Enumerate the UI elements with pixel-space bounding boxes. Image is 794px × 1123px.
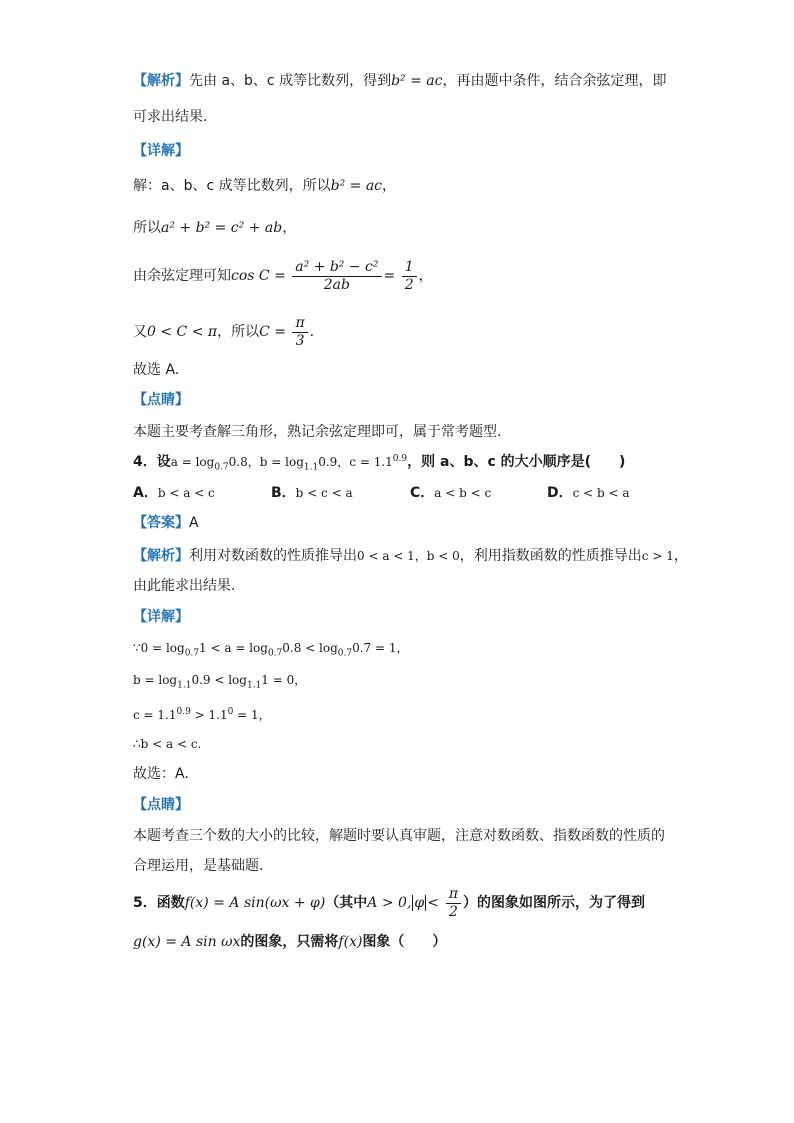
q4-jiexi-line2: 由此能求出结果. [133, 578, 236, 594]
option-d[interactable] [547, 484, 630, 502]
jiexi-tag: 【解析】 [133, 73, 189, 89]
denominator: 2 [404, 276, 414, 293]
step-text: 0.8 < log [282, 641, 338, 655]
option-label: B． [271, 485, 296, 501]
denominator: 3 [295, 332, 305, 349]
q5-stem-line1 [133, 885, 645, 921]
detail-text: ，所以 [217, 324, 260, 340]
step-text: b = log [133, 673, 178, 687]
log-base: 0.7 [184, 648, 200, 659]
q5-fx: f(x) [338, 934, 363, 950]
q4-a-arg: 0.8， [228, 455, 260, 469]
q4-step4: ∴b < a < c. [133, 737, 202, 751]
q4-a-def [170, 455, 260, 473]
formula: cos C = [231, 268, 286, 284]
option-text: a < b < c [434, 486, 492, 500]
half-fraction [402, 259, 417, 294]
formula: 0 < a < 1，b < 0 [357, 549, 460, 563]
punct: ， [673, 548, 688, 564]
q5-function: f(x) = A sin(ωx + φ) [184, 895, 326, 911]
cosine-fraction [292, 259, 381, 294]
q4-step2 [133, 671, 306, 689]
detail-text: 所以 [133, 220, 161, 236]
punct: ， [418, 268, 433, 284]
answer-tag: 【答案】 [133, 515, 189, 531]
log-base: 0.7 [337, 648, 353, 659]
option-label: D． [547, 485, 573, 501]
step-text: 1 = 0， [261, 673, 307, 687]
jiexi-tag: 【解析】 [133, 548, 189, 564]
q4-b-def [259, 455, 350, 473]
q4-c-exp: 0.9 [392, 454, 408, 464]
q4-options [133, 484, 663, 502]
formula: 0 < C < π [147, 324, 218, 340]
q5-text: （其中 [325, 895, 368, 911]
denominator: 2ab [323, 276, 350, 293]
denominator: 2 [448, 903, 458, 920]
option-label: A． [133, 485, 158, 501]
numerator: π [446, 886, 461, 904]
q4-b-base: 1.1 [303, 462, 319, 473]
formula: c > 1 [641, 549, 674, 563]
s3-detail-line1 [133, 177, 396, 195]
s3-conclusion: 故选 A. [133, 362, 180, 378]
q4-answer [133, 514, 199, 532]
formula: a² + b² = c² + ab [161, 220, 283, 236]
s3-summary: 本题主要考查解三角形，熟记余弦定理即可，属于常考题型. [133, 424, 502, 440]
pi-half-fraction [446, 886, 461, 921]
q5-stem-line2 [133, 933, 446, 951]
equals: = [383, 268, 396, 284]
numerator: π [292, 315, 307, 333]
option-a[interactable] [133, 484, 215, 502]
s3-jiexi-line1 [133, 72, 666, 90]
option-c[interactable] [410, 484, 491, 502]
jiexi-text: ，再由题中条件，结合余弦定理，即 [442, 73, 667, 89]
q5-number: 5．函数 [133, 895, 185, 911]
pi-third-fraction [292, 315, 307, 350]
q4-stem [133, 453, 625, 471]
q5-phi: φ [414, 895, 425, 911]
formula: b² = ac [330, 178, 383, 194]
q4-a-log: a = log [170, 455, 215, 469]
q4-conclusion: 故选：A. [133, 766, 189, 782]
punct: . [309, 324, 315, 340]
jiexi-text: ，利用指数函数的性质推导出 [459, 548, 642, 564]
s3-detail-line3 [133, 256, 433, 296]
dianjing-tag: 【点睛】 [133, 392, 189, 408]
option-b[interactable] [271, 484, 353, 502]
q5-target-function: g(x) = A sin ωx [133, 934, 241, 950]
option-label: C． [410, 485, 435, 501]
numerator: 1 [402, 259, 417, 277]
numerator: a² + b² − c² [292, 259, 381, 277]
step-text: > 1.1 [190, 708, 228, 722]
log-base: 1.1 [177, 680, 192, 691]
q4-c-base: c = 1.1 [349, 455, 393, 469]
q4-a-base: 0.7 [214, 462, 229, 473]
detail-text: 由余弦定理可知 [133, 268, 231, 284]
option-text: b < c < a [295, 486, 353, 500]
punct: ， [382, 178, 397, 194]
q4-stem-end: ，则 a、b、c 的大小顺序是( ) [407, 454, 626, 470]
xiangjie-tag: 【详解】 [133, 143, 189, 159]
option-text: c < b < a [572, 486, 630, 500]
q5-less: < [427, 895, 439, 911]
q4-step3 [133, 706, 271, 724]
s3-detail-line4 [133, 312, 314, 352]
step-text: 0.9 < log [191, 673, 247, 687]
step-text: 0.7 = 1， [352, 641, 409, 655]
q4-jiexi-line1 [133, 547, 688, 565]
q5-text: 图象（ ） [362, 934, 447, 950]
q4-summary-line1: 本题考查三个数的大小的比较，解题时要认真审题，注意对数函数、指数函数的性质的 [133, 828, 665, 844]
exponent: 0.9 [176, 707, 191, 717]
jiexi-text: 先由 a、b、c 成等比数列，得到 [189, 73, 392, 89]
dianjing-tag: 【点睛】 [133, 797, 189, 813]
q4-step1 [133, 639, 409, 657]
xiangjie-tag: 【详解】 [133, 609, 189, 625]
formula: b² = ac [391, 73, 443, 89]
q4-xiangjie-heading [133, 608, 189, 626]
q4-dianjing-heading [133, 796, 189, 814]
q5-condition: A > 0, [367, 895, 412, 911]
jiexi-text: 利用对数函数的性质推导出 [189, 548, 357, 564]
q5-text: 的图象，只需将 [240, 934, 339, 950]
q4-summary-line2: 合理运用，是基础题. [133, 858, 264, 874]
log-base: 0.7 [267, 648, 283, 659]
step-text: 1 < a = log [199, 641, 268, 655]
option-text: b < a < c [157, 486, 215, 500]
exponent: 0 [227, 707, 234, 717]
detail-text: 解：a、b、c 成等比数列，所以 [133, 178, 331, 194]
s3-dianjing-heading [133, 391, 189, 409]
q4-b-log: b = log [259, 455, 304, 469]
detail-text: 又 [133, 324, 147, 340]
q4-number: 4．设 [133, 454, 171, 470]
s3-xiangjie-heading [133, 142, 189, 160]
q4-b-arg: 0.9， [318, 455, 350, 469]
formula: C = [259, 324, 286, 340]
answer-value: A [189, 515, 199, 531]
step-text: = 1， [233, 708, 271, 722]
step-text: c = 1.1 [133, 708, 177, 722]
s3-detail-line2 [133, 219, 296, 237]
punct: ， [282, 220, 297, 236]
log-base: 1.1 [246, 680, 262, 691]
q4-c-def [349, 455, 407, 469]
q5-text: ）的图象如图所示，为了得到 [463, 895, 646, 911]
s3-jiexi-line2: 可求出结果. [133, 109, 208, 125]
step-text: ∵0 = log [133, 641, 185, 655]
